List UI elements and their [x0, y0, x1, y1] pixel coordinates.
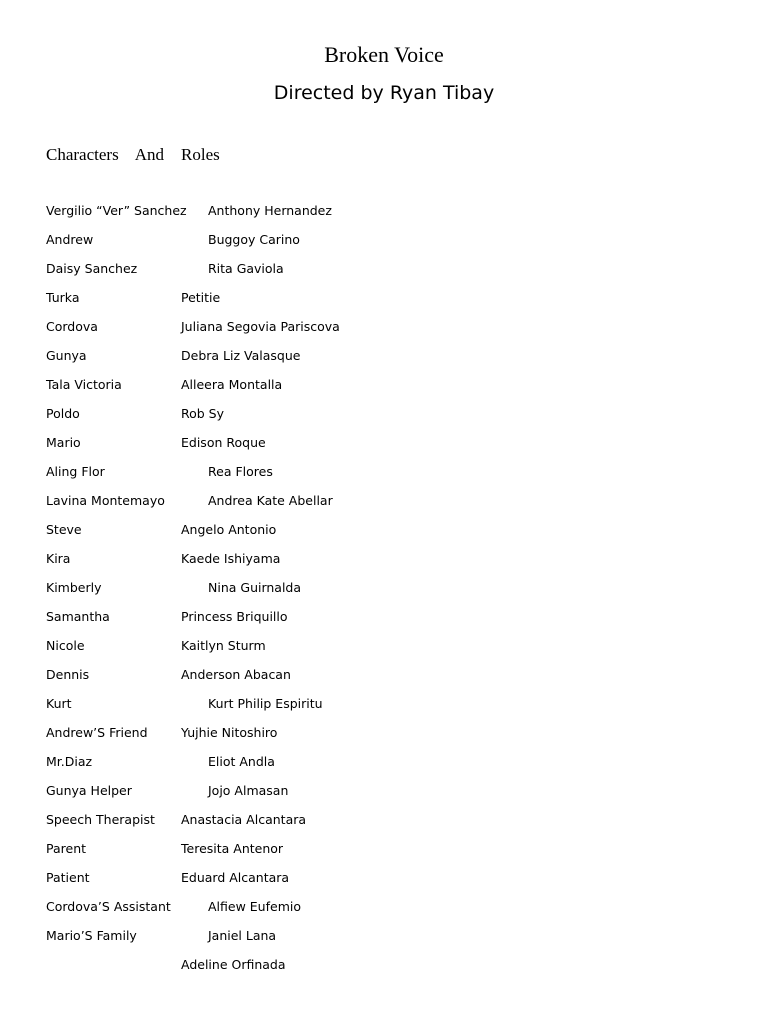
character-name: Kurt	[46, 696, 72, 711]
character-name: Andrew’S Friend	[46, 725, 148, 740]
actor-name: Yujhie Nitoshiro	[181, 725, 278, 740]
cast-row	[46, 926, 726, 955]
document-title: Broken Voice	[324, 42, 444, 67]
actor-name: Teresita Antenor	[181, 841, 284, 856]
character-name: Cordova	[46, 319, 98, 334]
character-name: Nicole	[46, 638, 85, 653]
actor-name: Edison Roque	[181, 435, 266, 450]
actor-name: Janiel Lana	[208, 928, 277, 943]
cast-row	[46, 578, 726, 607]
actor-name: Andrea Kate Abellar	[208, 493, 333, 508]
cast-row	[46, 201, 726, 230]
character-name: Steve	[46, 522, 82, 537]
cast-row	[46, 694, 726, 723]
character-name: Kira	[46, 551, 71, 566]
character-name: Poldo	[46, 406, 80, 421]
actor-name: Eliot Andla	[208, 754, 275, 769]
actor-name: Kaitlyn Sturm	[181, 638, 266, 653]
actor-name: Anastacia Alcantara	[181, 812, 307, 827]
character-name: Patient	[46, 870, 90, 885]
cast-row	[46, 520, 726, 549]
cast-row	[46, 665, 726, 694]
actor-name: Rita Gaviola	[208, 261, 284, 276]
cast-row	[46, 462, 726, 491]
actor-name: Alleera Montalla	[181, 377, 283, 392]
cast-row	[46, 346, 726, 375]
character-name: Speech Therapist	[46, 812, 155, 827]
actor-name: Juliana Segovia Pariscova	[181, 319, 340, 334]
actor-name: Anthony Hernandez	[208, 203, 332, 218]
actor-name: Rea Flores	[208, 464, 273, 479]
character-name: Mr.Diaz	[46, 754, 93, 769]
cast-row	[46, 810, 726, 839]
cast-row	[46, 288, 726, 317]
cast-row	[46, 723, 726, 752]
actor-name: Eduard Alcantara	[181, 870, 290, 885]
cast-row	[46, 317, 726, 346]
character-name: Gunya	[46, 348, 87, 363]
cast-row	[46, 752, 726, 781]
cast-row	[46, 259, 726, 288]
section-heading: Characters And Roles	[46, 145, 220, 164]
character-name: Vergilio “Ver” Sanchez	[46, 203, 187, 218]
character-name: Daisy Sanchez	[46, 261, 138, 276]
character-name: Cordova’S Assistant	[46, 899, 171, 914]
actor-name: Buggoy Carino	[208, 232, 300, 247]
character-name: Kimberly	[46, 580, 102, 595]
actor-name: Kaede Ishiyama	[181, 551, 281, 566]
cast-row	[46, 549, 726, 578]
actor-name: Alfiew Eufemio	[208, 899, 301, 914]
cast-row	[46, 404, 726, 433]
cast-row	[46, 868, 726, 897]
actor-name: Nina Guirnalda	[208, 580, 302, 595]
actor-name: Princess Briquillo	[181, 609, 288, 624]
character-name: Mario’S Family	[46, 928, 137, 943]
cast-row	[46, 433, 726, 462]
cast-row	[46, 897, 726, 926]
character-name: Aling Flor	[46, 464, 105, 479]
cast-row	[46, 607, 726, 636]
actor-name: Debra Liz Valasque	[181, 348, 301, 363]
cast-row	[46, 781, 726, 810]
character-name: Gunya Helper	[46, 783, 132, 798]
character-name: Dennis	[46, 667, 90, 682]
cast-row	[46, 375, 726, 404]
character-name: Samantha	[46, 609, 110, 624]
character-name: Turka	[46, 290, 80, 305]
character-name: Lavina Montemayo	[46, 493, 165, 508]
cast-row	[46, 230, 726, 259]
character-name: Tala Victoria	[46, 377, 122, 392]
actor-name: Petitie	[181, 290, 221, 305]
cast-row	[46, 636, 726, 665]
document-subtitle: Directed by Ryan Tibay	[273, 82, 495, 104]
actor-name: Adeline Orfinada	[181, 957, 286, 972]
cast-list	[46, 201, 726, 984]
cast-row	[46, 491, 726, 520]
cast-row	[46, 955, 726, 984]
actor-name: Kurt Philip Espiritu	[208, 696, 323, 711]
actor-name: Angelo Antonio	[181, 522, 277, 537]
character-name: Mario	[46, 435, 81, 450]
character-name: Andrew	[46, 232, 94, 247]
actor-name: Rob Sy	[181, 406, 225, 421]
character-name: Parent	[46, 841, 87, 856]
actor-name: Anderson Abacan	[181, 667, 291, 682]
cast-row	[46, 839, 726, 868]
actor-name: Jojo Almasan	[208, 783, 289, 798]
